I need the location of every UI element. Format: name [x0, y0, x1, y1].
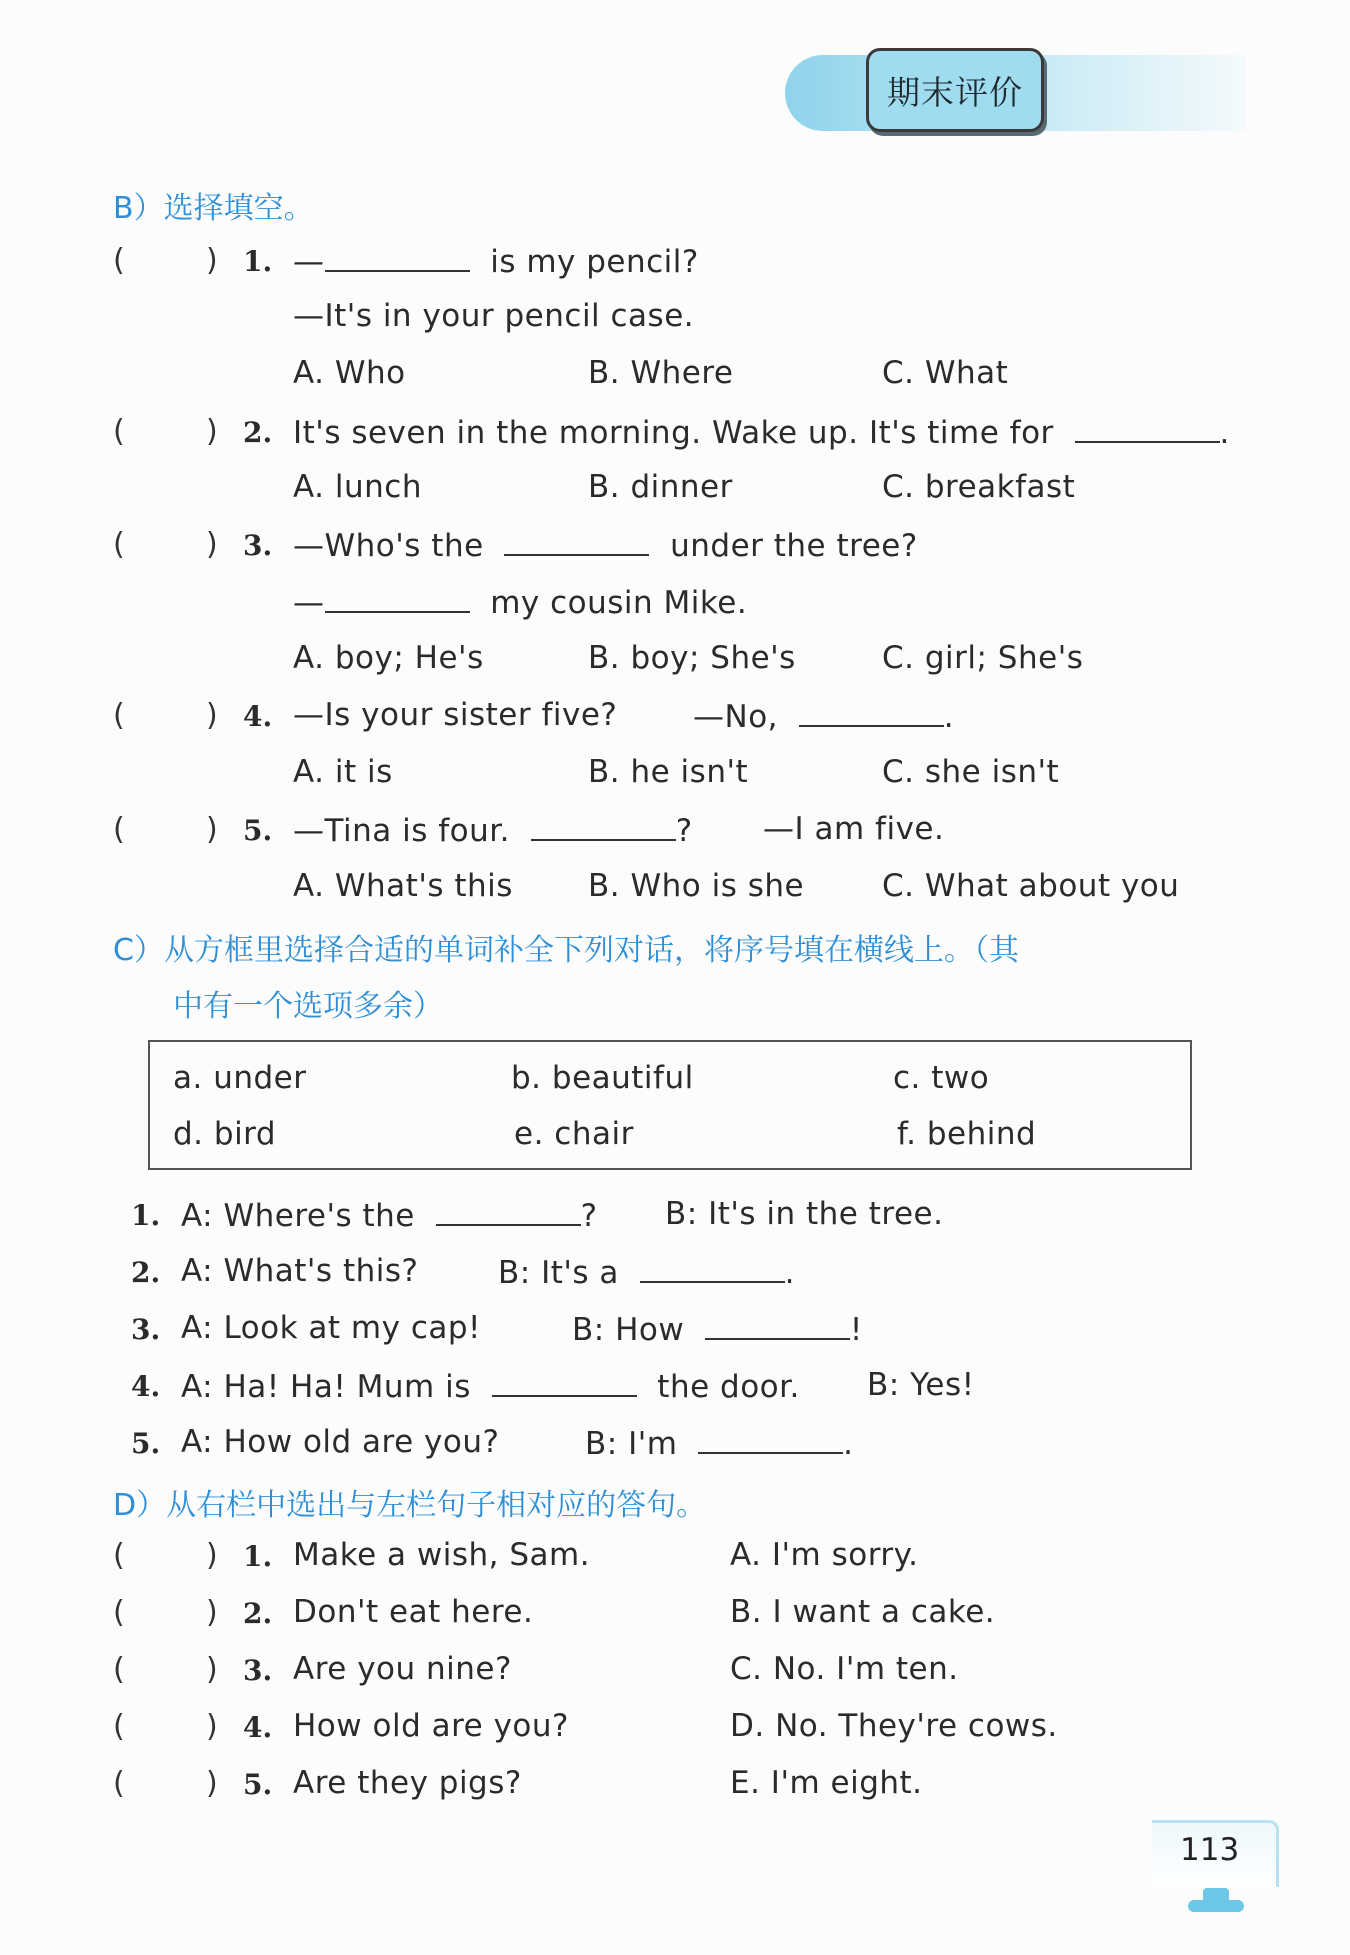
section-d-title: D）从右栏中选出与左栏句子相对应的答句。	[113, 1488, 707, 1523]
dialogue-line: A: What's this?	[181, 1253, 419, 1289]
answer-blank[interactable]	[492, 1367, 637, 1397]
answer-paren-close: )	[206, 1652, 218, 1687]
question-reply: — my cousin Mike.	[293, 585, 748, 621]
question-number: 3.	[131, 1313, 161, 1346]
option-c: C. What	[882, 355, 1009, 391]
dialogue-line: A: Ha! Ha! Mum is the door.	[181, 1369, 800, 1405]
option-b: B. Where	[588, 355, 734, 391]
question-number: 3.	[243, 529, 273, 562]
word-option: d. bird	[173, 1116, 277, 1152]
answer-paren-close: )	[206, 414, 218, 449]
question-number: 2.	[243, 1597, 273, 1630]
dialogue-line: A: Where's the ?	[181, 1198, 598, 1234]
page-number: 113	[1180, 1832, 1240, 1868]
answer-blank[interactable]	[325, 242, 470, 272]
question-text: It's seven in the morning. Wake up. It's time for .	[293, 415, 1230, 451]
answer-paren-close: )	[206, 243, 218, 278]
option-b: B. Who is she	[588, 868, 805, 904]
question-number: 3.	[243, 1654, 273, 1687]
dialogue-line: A: Look at my cap!	[181, 1310, 481, 1346]
question-text: —Who's the under the tree?	[293, 528, 918, 564]
answer-blank[interactable]	[698, 1424, 843, 1454]
answer-paren-open: (	[113, 1652, 125, 1687]
word-option: b. beautiful	[511, 1060, 694, 1096]
page-tab-base	[1188, 1900, 1244, 1912]
answer-paren-open: (	[113, 1709, 125, 1744]
left-sentence: Are they pigs?	[293, 1765, 522, 1801]
answer-paren-open: (	[113, 1766, 125, 1801]
question-reply: —No, .	[693, 699, 955, 735]
option-c: C. she isn't	[882, 754, 1060, 790]
answer-paren-close: )	[206, 812, 218, 847]
word-option: f. behind	[897, 1116, 1037, 1152]
answer-paren-close: )	[206, 698, 218, 733]
answer-paren-close: )	[206, 1595, 218, 1630]
right-answer: B. I want a cake.	[730, 1594, 996, 1630]
question-number: 1.	[243, 245, 273, 278]
option-a: A. What's this	[293, 868, 513, 904]
option-b: B. dinner	[588, 469, 733, 505]
left-sentence: Don't eat here.	[293, 1594, 534, 1630]
word-option: a. under	[173, 1060, 307, 1096]
answer-blank[interactable]	[436, 1196, 581, 1226]
answer-blank[interactable]	[504, 526, 649, 556]
answer-blank[interactable]	[531, 811, 676, 841]
section-c-title: C）从方框里选择合适的单词补全下列对话，将序号填在横线上。（其	[113, 933, 1019, 968]
dialogue-reply: B: Yes!	[867, 1367, 975, 1403]
answer-paren-close: )	[206, 1709, 218, 1744]
dialogue-reply: B: It's in the tree.	[665, 1196, 944, 1232]
option-c: C. breakfast	[882, 469, 1076, 505]
option-a: A. lunch	[293, 469, 422, 505]
answer-blank[interactable]	[1075, 413, 1220, 443]
question-text: —Is your sister five?	[293, 697, 618, 733]
answer-paren-open: (	[113, 698, 125, 733]
answer-paren-open: (	[113, 243, 125, 278]
word-option: c. two	[893, 1060, 990, 1096]
option-c: C. What about you	[882, 868, 1180, 904]
answer-paren-open: (	[113, 812, 125, 847]
question-number: 4.	[243, 1711, 273, 1744]
dialogue-reply: B: It's a .	[498, 1255, 795, 1291]
answer-paren-open: (	[113, 527, 125, 562]
question-number: 4.	[131, 1370, 161, 1403]
right-answer: D. No. They're cows.	[730, 1708, 1058, 1744]
answer-paren-open: (	[113, 414, 125, 449]
answer-blank[interactable]	[799, 697, 944, 727]
header-badge: 期末评价	[866, 48, 1044, 132]
question-number: 2.	[243, 416, 273, 449]
option-a: A. it is	[293, 754, 393, 790]
option-b: B. he isn't	[588, 754, 749, 790]
question-number: 4.	[243, 700, 273, 733]
question-number: 5.	[243, 814, 273, 847]
left-sentence: Are you nine?	[293, 1651, 512, 1687]
section-c-title-cont: 中有一个选项多余）	[173, 989, 443, 1024]
question-reply: —I am five.	[763, 811, 945, 847]
right-answer: A. I'm sorry.	[730, 1537, 919, 1573]
answer-blank[interactable]	[640, 1253, 785, 1283]
question-number: 5.	[243, 1768, 273, 1801]
section-b-title: B）选择填空。	[113, 191, 314, 226]
right-answer: C. No. I'm ten.	[730, 1651, 959, 1687]
dialogue-reply: B: How !	[572, 1312, 863, 1348]
question-number: 5.	[131, 1427, 161, 1460]
word-option: e. chair	[514, 1116, 634, 1152]
question-text: —Tina is four. ?	[293, 813, 693, 849]
left-sentence: How old are you?	[293, 1708, 569, 1744]
question-number: 1.	[243, 1540, 273, 1573]
option-b: B. boy; She's	[588, 640, 796, 676]
answer-paren-open: (	[113, 1595, 125, 1630]
answer-paren-open: (	[113, 1538, 125, 1573]
option-a: A. Who	[293, 355, 406, 391]
option-a: A. boy; He's	[293, 640, 484, 676]
question-number: 2.	[131, 1256, 161, 1289]
answer-paren-close: )	[206, 1538, 218, 1573]
dialogue-line: A: How old are you?	[181, 1424, 500, 1460]
left-sentence: Make a wish, Sam.	[293, 1537, 591, 1573]
question-text: — is my pencil?	[293, 244, 699, 280]
question-number: 1.	[131, 1199, 161, 1232]
answer-paren-close: )	[206, 1766, 218, 1801]
answer-paren-close: )	[206, 527, 218, 562]
option-c: C. girl; She's	[882, 640, 1084, 676]
answer-blank[interactable]	[325, 583, 470, 613]
question-reply: —It's in your pencil case.	[293, 298, 695, 334]
answer-blank[interactable]	[705, 1310, 850, 1340]
dialogue-reply: B: I'm .	[585, 1426, 854, 1462]
right-answer: E. I'm eight.	[730, 1765, 923, 1801]
